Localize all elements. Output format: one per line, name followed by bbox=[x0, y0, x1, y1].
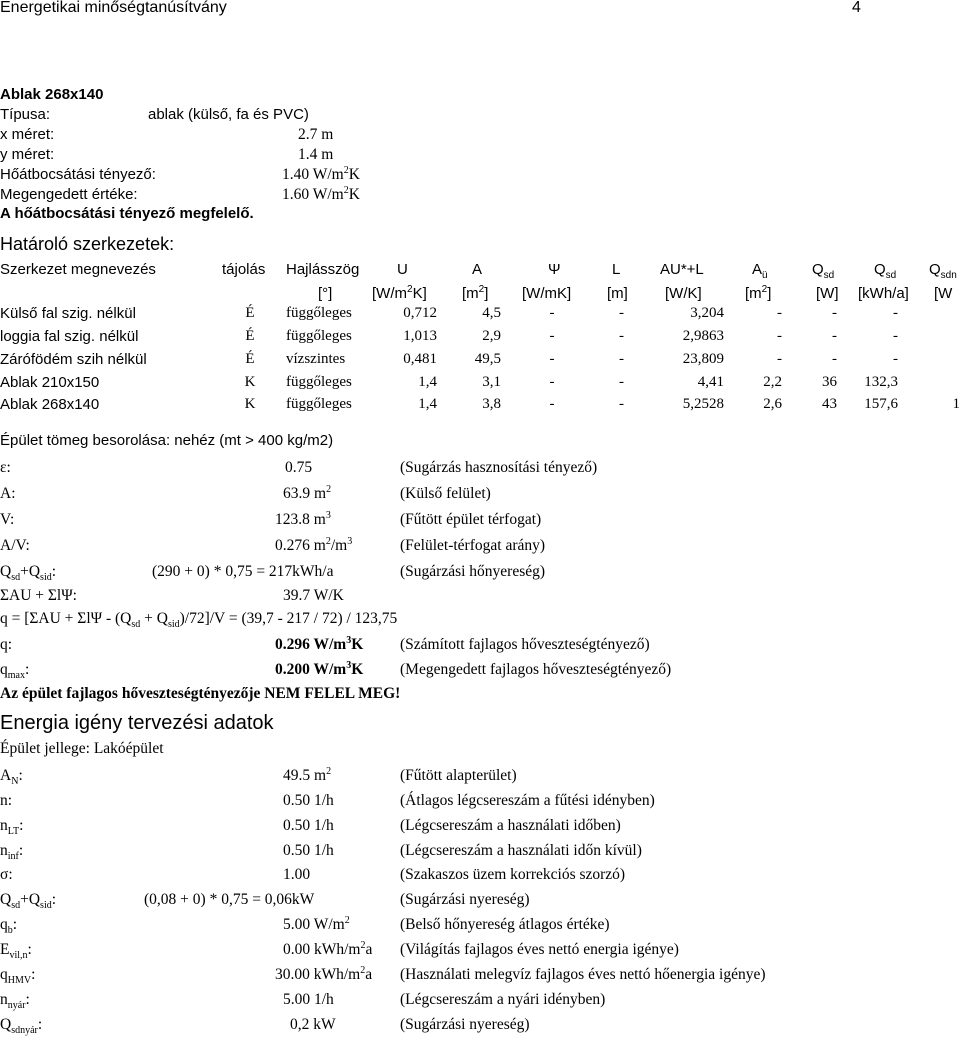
sigma-label: σ: bbox=[0, 866, 13, 883]
table-cell-a: 3,8 bbox=[482, 396, 501, 412]
table-cell-psi: - bbox=[549, 351, 555, 367]
table-cell-orientation: K bbox=[244, 396, 256, 412]
window-type-label: Típusa: bbox=[0, 106, 51, 123]
table-cell-tilt: függőleges bbox=[286, 305, 352, 321]
table-cell-au: 3,204 bbox=[690, 305, 724, 321]
eps-desc: (Sugárzás hasznosítási tényező) bbox=[400, 459, 598, 476]
col-header-a: A bbox=[472, 261, 483, 278]
an-desc: (Fűtött alapterület) bbox=[400, 767, 517, 784]
mass-class: Épület tömeg besorolása: nehéz (mt > 400 kg/m2) bbox=[0, 432, 334, 449]
table-cell-orientation: É bbox=[245, 328, 255, 344]
table-cell-psi: - bbox=[549, 396, 555, 412]
window-u-value: 1.40 $W/m^2K$ bbox=[282, 164, 360, 183]
qmax-label: $q_{max}$: bbox=[0, 661, 30, 682]
table-cell-tilt: függőleges bbox=[286, 328, 352, 344]
an-label: $A_N$: bbox=[0, 767, 23, 788]
sigma-desc: (Szakaszos üzem korrekciós szorzó) bbox=[400, 866, 626, 883]
evil-desc: (Világítás fajlagos éves nettó energia igénye) bbox=[400, 941, 679, 958]
table-cell-name: loggia fal szig. nélkül bbox=[0, 328, 139, 345]
v-value: 123.8 $m^3$ bbox=[275, 509, 331, 528]
sum-au-value: 39.7 W/K bbox=[283, 587, 344, 604]
table-cell-a-ii: 2,6 bbox=[763, 396, 782, 412]
table-cell-a-ii: - bbox=[777, 351, 782, 367]
table-cell-psi: - bbox=[549, 305, 555, 321]
col-header-qsdn: $Q_{sdn}$ bbox=[929, 261, 957, 281]
qhmv-desc: (Használati melegvíz fajlagos éves nettó hőenergia igénye) bbox=[400, 966, 766, 983]
table-cell-u: 0,481 bbox=[403, 351, 437, 367]
q-label: q: bbox=[0, 636, 13, 653]
table-cell-tilt: vízszintes bbox=[286, 351, 346, 367]
sigma-value: 1.00 bbox=[283, 866, 311, 883]
qsd-label: $Q_{sd}+Q_{sid}$: bbox=[0, 563, 57, 584]
nnyar-desc: (Légcsereszám a nyári idényben) bbox=[400, 991, 606, 1008]
table-cell-l: - bbox=[619, 351, 624, 367]
window-u-label: Hőátbocsátási tényező: bbox=[0, 166, 156, 183]
window-name: Ablak 268x140 bbox=[0, 86, 104, 103]
table-cell-qsd-kwh: - bbox=[893, 351, 898, 367]
ninf-value: 0.50 1/h bbox=[283, 842, 334, 859]
col-header-a-unit: $[m^2]$ bbox=[462, 284, 489, 302]
table-cell-au: 2,9863 bbox=[682, 328, 724, 344]
table-cell-psi: - bbox=[549, 328, 555, 344]
table-cell-qsd-w: - bbox=[832, 305, 837, 321]
document-title: Energetikai minőségtanúsítvány bbox=[0, 0, 227, 16]
window-umax-label: Megengedett értéke: bbox=[0, 186, 138, 203]
window-x-label: x méret: bbox=[0, 126, 55, 143]
qsdnyar-label: $Q_{sdnyár}$: bbox=[0, 1016, 43, 1037]
table-cell-psi: - bbox=[549, 374, 555, 390]
n-label: n: bbox=[0, 792, 13, 809]
qb-desc: (Belső hőnyereség átlagos értéke) bbox=[400, 916, 610, 933]
col-header-qsd-kwh-unit: [kWh/a] bbox=[858, 285, 909, 302]
table-cell-qsd-w: 36 bbox=[822, 374, 837, 390]
table-cell-orientation: K bbox=[244, 374, 256, 390]
table-cell-l: - bbox=[619, 396, 624, 412]
evil-value: 0.00 kWh/$m^2a$ bbox=[283, 939, 373, 958]
energy-qsd-label: $Q_{sd}+Q_{sid}$: bbox=[0, 891, 57, 912]
boundary-title: Határoló szerkezetek: bbox=[0, 234, 175, 254]
col-header-psi: Ψ bbox=[548, 261, 561, 278]
col-header-qsd-w: $Q_{sd}$ bbox=[812, 261, 835, 281]
table-cell-u: 1,4 bbox=[418, 374, 437, 390]
qsdnyar-value: 0,2 kW bbox=[290, 1016, 336, 1033]
table-cell-qsd-kwh: - bbox=[893, 305, 898, 321]
table-cell-qsd-kwh: - bbox=[893, 328, 898, 344]
table-cell-a-ii: - bbox=[777, 305, 782, 321]
table-cell-u: 1,013 bbox=[403, 328, 437, 344]
eps-value: 0.75 bbox=[285, 459, 313, 476]
table-cell-qsd-kwh: 132,3 bbox=[864, 374, 898, 390]
table-cell-qsdn: 1 bbox=[952, 396, 960, 412]
qhmv-label: $q_{HMV}$: bbox=[0, 966, 36, 987]
ninf-desc: (Légcsereszám a használati időn kívül) bbox=[400, 842, 642, 859]
qmax-desc: (Megengedett fajlagos hőveszteségtényező) bbox=[400, 661, 672, 678]
col-header-l: L bbox=[612, 261, 621, 278]
nlt-value: 0.50 1/h bbox=[283, 817, 334, 834]
table-cell-u: 1,4 bbox=[418, 396, 437, 412]
table-cell-name: Zárófödém szih nélkül bbox=[0, 351, 147, 368]
window-type-value: ablak (külső, fa és PVC) bbox=[148, 106, 309, 123]
col-header-l-unit: [m] bbox=[607, 285, 628, 302]
a-label: A: bbox=[0, 485, 16, 502]
qb-label: $q_b$: bbox=[0, 916, 18, 937]
table-cell-name: Külső fal szig. nélkül bbox=[0, 305, 136, 322]
a-value: 63.9 $m^2$ bbox=[283, 483, 332, 502]
page-number: 4 bbox=[852, 0, 861, 16]
qmax-value: 0.200 $W/m^3K$ bbox=[275, 659, 364, 678]
col-header-qsdn-unit: [W bbox=[934, 285, 953, 302]
window-umax-value: 1.60 $W/m^2K$ bbox=[282, 184, 360, 203]
table-cell-orientation: É bbox=[245, 351, 255, 367]
table-cell-a: 2,9 bbox=[482, 328, 501, 344]
col-header-u-unit: $[W/m^2K]$ bbox=[372, 284, 427, 302]
nlt-label: $n_{LT}$: bbox=[0, 817, 24, 838]
table-cell-name: Ablak 268x140 bbox=[0, 396, 100, 413]
nnyar-label: $n_{nyár}$: bbox=[0, 991, 30, 1012]
window-y-value: 1.4 m bbox=[298, 146, 334, 163]
col-header-psi-unit: [W/mK] bbox=[522, 285, 572, 302]
table-cell-au: 5,2528 bbox=[682, 396, 724, 412]
col-header-au-ii: $A_ü$ bbox=[752, 261, 768, 281]
col-header-au-unit: [W/K] bbox=[665, 285, 702, 302]
building-type: Épület jellege: Lakóépület bbox=[0, 740, 164, 757]
eps-label: ε: bbox=[0, 459, 11, 476]
n-value: 0.50 1/h bbox=[283, 792, 334, 809]
table-cell-name: Ablak 210x150 bbox=[0, 374, 100, 391]
table-cell-orientation: É bbox=[245, 305, 255, 321]
col-header-au: AU*+L bbox=[660, 261, 704, 278]
table-cell-qsd-kwh: 157,6 bbox=[864, 396, 898, 412]
window-y-label: y méret: bbox=[0, 146, 55, 163]
table-cell-a: 4,5 bbox=[482, 305, 501, 321]
energy-qsd-formula: (0,08 + 0) * 0,75 = 0,06kW bbox=[144, 891, 315, 908]
qsdnyar-desc: (Sugárzási nyereség) bbox=[400, 1016, 530, 1033]
av-desc: (Felület-térfogat arány) bbox=[400, 537, 546, 554]
col-header-qsd-kwh: $Q_{sd}$ bbox=[874, 261, 897, 281]
q-formula: $q = [\Sigma AU + \Sigma l\Psi - (Q_{sd} + Q_{sid})/72]/V = (39,7 - 217 / 72) / 123,75$ bbox=[0, 610, 398, 631]
col-header-qsd-w-unit: [W] bbox=[816, 285, 839, 302]
table-cell-au: 4,41 bbox=[697, 374, 724, 390]
col-header-name: Szerkezet megnevezés bbox=[0, 261, 156, 278]
table-cell-l: - bbox=[619, 374, 624, 390]
table-cell-a-ii: 2,2 bbox=[763, 374, 782, 390]
ninf-label: $n_{inf}$: bbox=[0, 842, 24, 863]
table-cell-l: - bbox=[619, 305, 624, 321]
nlt-desc: (Légcsereszám a használati időben) bbox=[400, 817, 621, 834]
a-desc: (Külső felület) bbox=[400, 485, 491, 502]
nnyar-value: 5.00 1/h bbox=[283, 991, 334, 1008]
av-label: A/V: bbox=[0, 537, 30, 554]
table-cell-a: 3,1 bbox=[482, 374, 501, 390]
evil-label: $E_{vil,n}$: bbox=[0, 941, 32, 962]
energy-title: Energia igény tervezési adatok bbox=[0, 712, 274, 734]
av-value: 0.276 $m^2/m^3$ bbox=[275, 535, 353, 554]
table-cell-qsd-w: - bbox=[832, 351, 837, 367]
col-header-orientation: tájolás bbox=[222, 261, 266, 278]
q-value: 0.296 $W/m^3K$ bbox=[275, 634, 364, 653]
col-header-tilt: Hajlásszög bbox=[286, 261, 360, 278]
v-label: V: bbox=[0, 511, 15, 528]
table-cell-u: 0,712 bbox=[403, 305, 437, 321]
table-cell-tilt: függőleges bbox=[286, 374, 352, 390]
qb-value: 5.00 $W/m^2$ bbox=[283, 914, 350, 933]
energy-qsd-desc: (Sugárzási nyereség) bbox=[400, 891, 530, 908]
col-header-au-ii-unit: $[m^2]$ bbox=[745, 284, 772, 302]
col-header-tilt-unit: [°] bbox=[318, 285, 333, 302]
window-x-value: 2.7 m bbox=[298, 126, 334, 143]
table-cell-qsd-w: 43 bbox=[822, 396, 837, 412]
col-header-u: U bbox=[397, 261, 408, 278]
qsd-desc: (Sugárzási hőnyereség) bbox=[400, 563, 546, 580]
table-cell-a-ii: - bbox=[777, 328, 782, 344]
qhmv-value: 30.00 kWh/$m^2a$ bbox=[275, 964, 373, 983]
qsd-formula: (290 + 0) * 0,75 = 217kWh/a bbox=[152, 563, 334, 580]
window-conclusion: A hőátbocsátási tényező megfelelő. bbox=[0, 205, 254, 222]
n-desc: (Átlagos légcsereszám a fűtési idényben) bbox=[400, 792, 655, 809]
verdict: Az épület fajlagos hőveszteségtényezője NEM FELEL MEG! bbox=[0, 685, 401, 702]
table-cell-a: 49,5 bbox=[474, 351, 501, 367]
an-value: 49.5 $m^2$ bbox=[283, 765, 332, 784]
q-desc: (Számított fajlagos hőveszteségtényező) bbox=[400, 636, 650, 653]
v-desc: (Fűtött épület térfogat) bbox=[400, 511, 542, 528]
table-cell-au: 23,809 bbox=[682, 351, 724, 367]
table-cell-tilt: függőleges bbox=[286, 396, 352, 412]
table-cell-l: - bbox=[619, 328, 624, 344]
table-cell-qsd-w: - bbox=[832, 328, 837, 344]
sum-au-label: ΣAU + ΣlΨ: bbox=[0, 587, 77, 604]
